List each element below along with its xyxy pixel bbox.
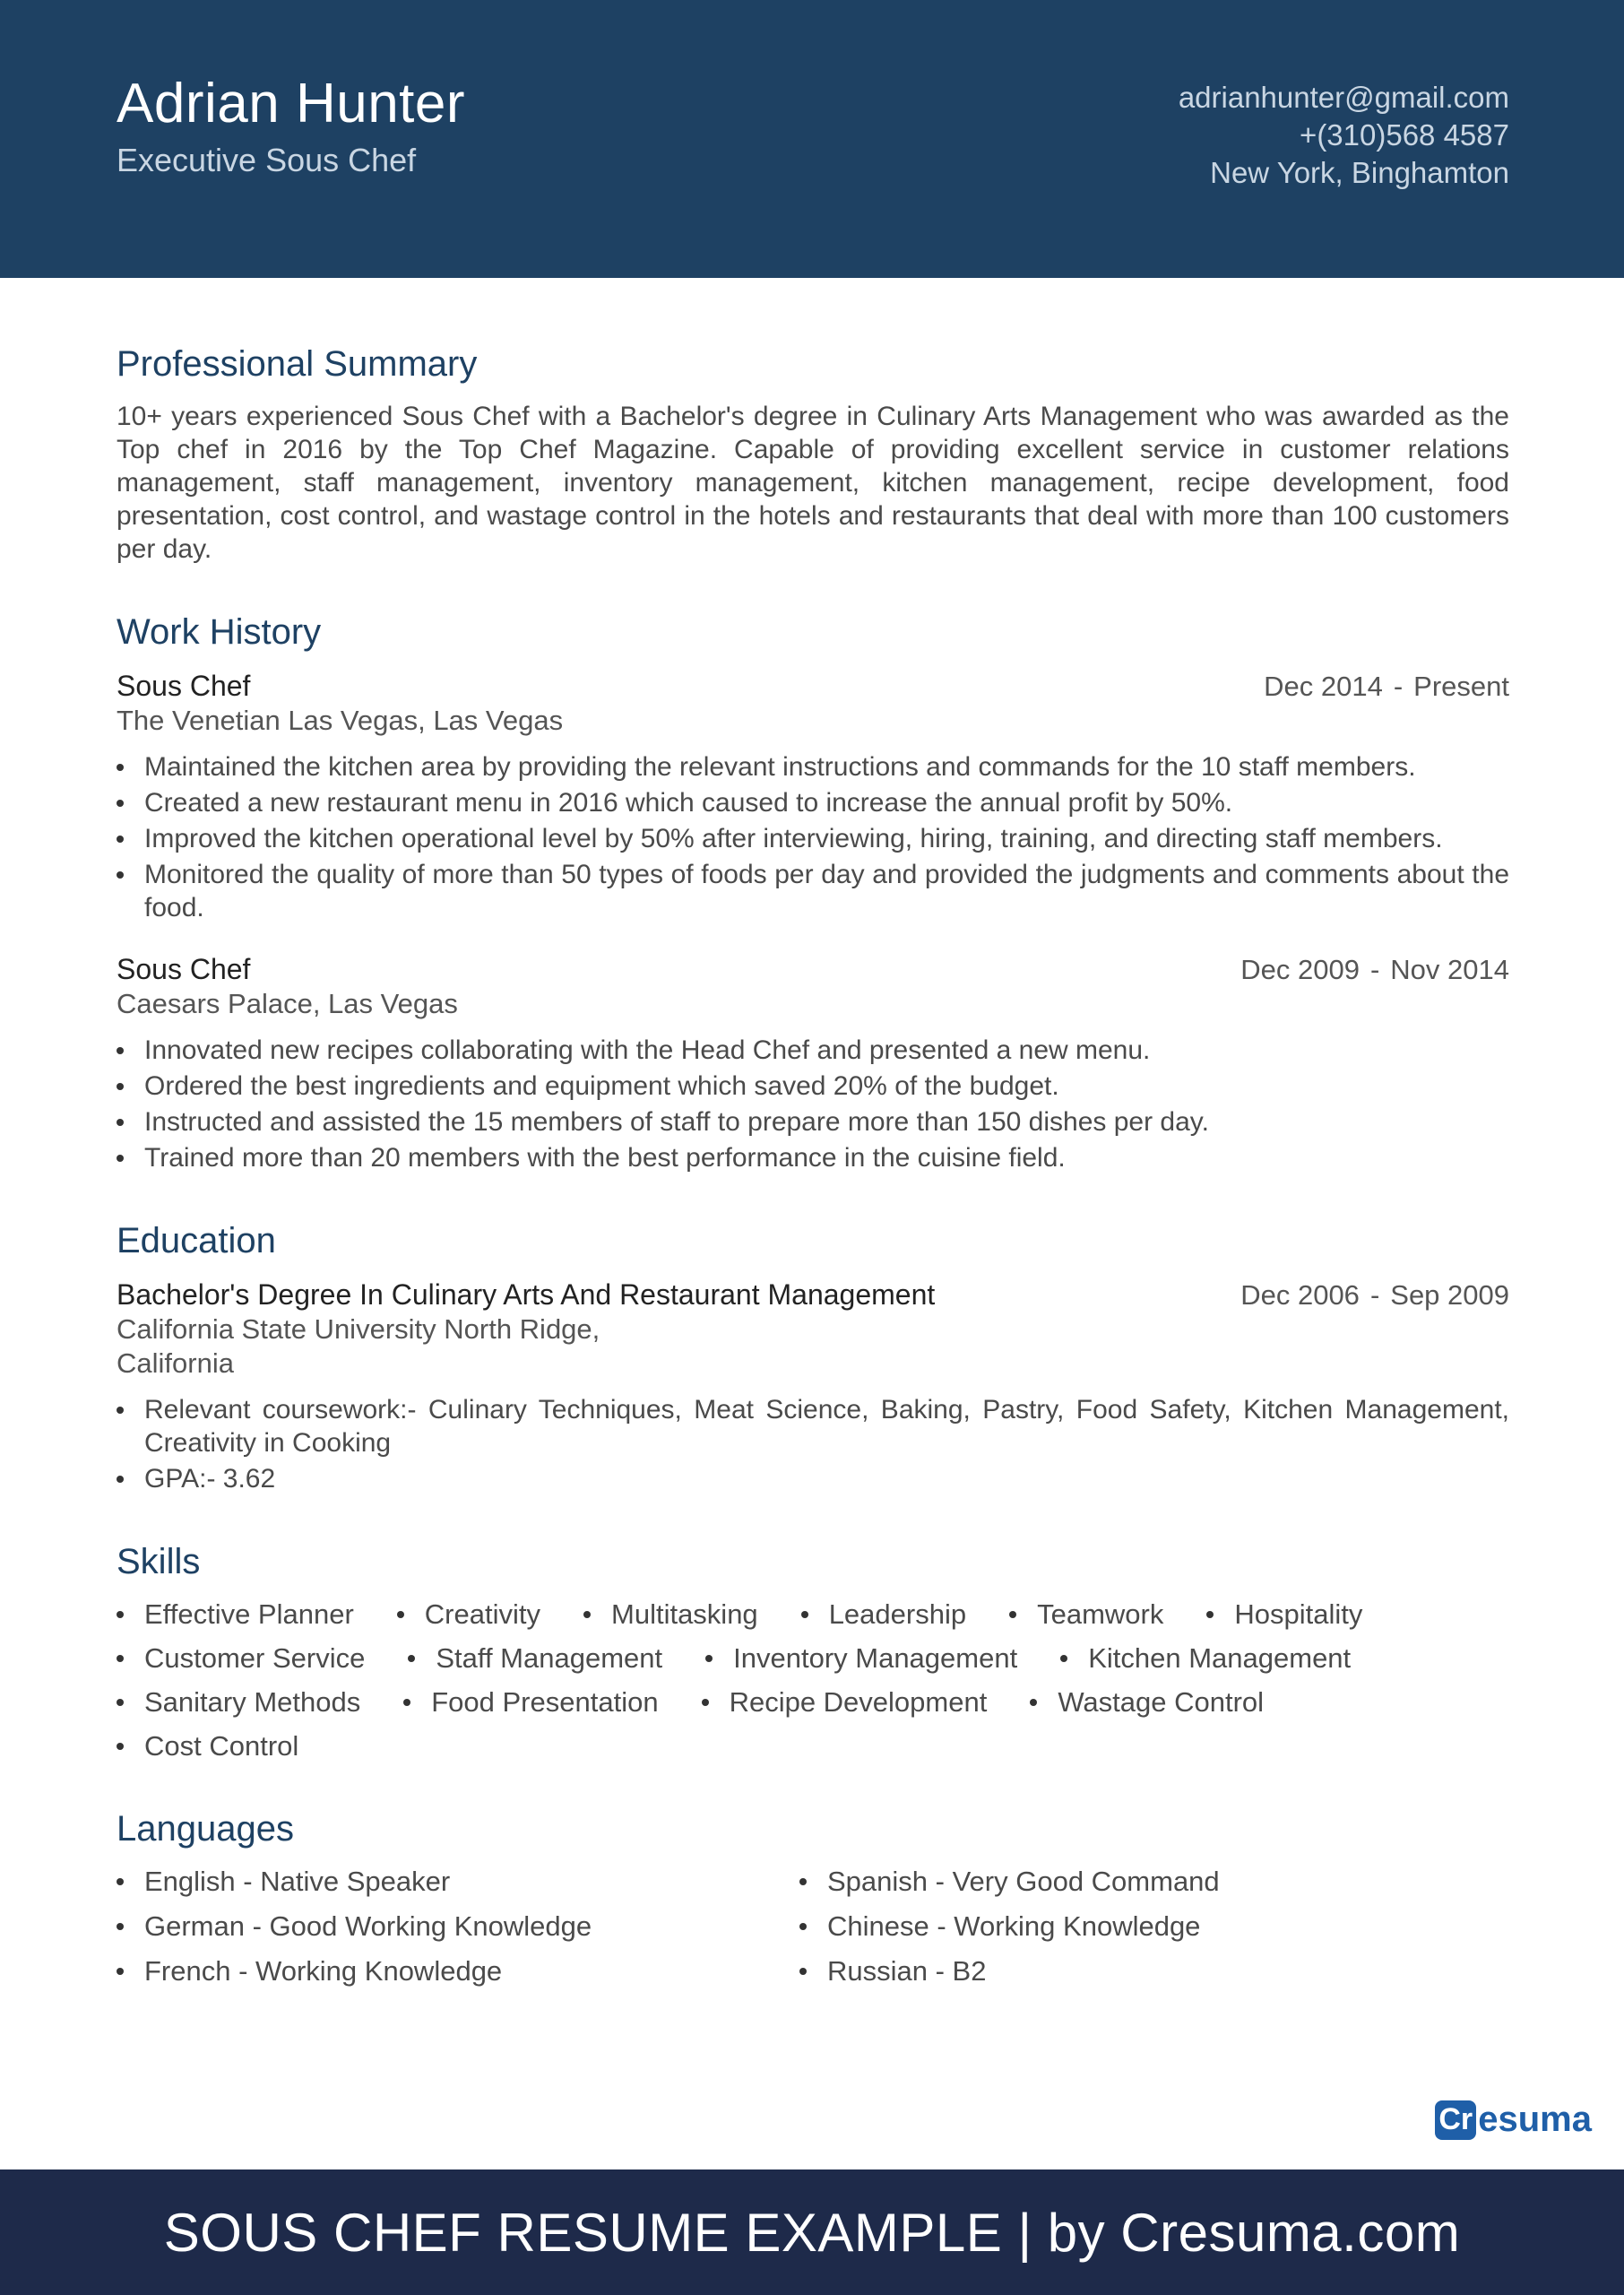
languages-heading: Languages bbox=[117, 1809, 294, 1849]
skill-item: Wastage Control bbox=[1030, 1685, 1264, 1719]
language-item: Chinese - Working Knowledge bbox=[799, 1910, 1482, 1944]
job-bullet: Trained more than 20 members with the best performance in the cuisine field. bbox=[117, 1141, 1509, 1174]
language-item: Spanish - Very Good Command bbox=[799, 1865, 1482, 1899]
degree-name: Bachelor's Degree In Culinary Arts And Restaurant Management bbox=[117, 1278, 936, 1311]
education-bullet: Relevant coursework:- Culinary Techniques, Meat Science, Baking, Pastry, Food Safety, Kitchen Management, Creativity in Cooking bbox=[117, 1393, 1509, 1459]
education-bullet: GPA:- 3.62 bbox=[117, 1462, 1509, 1495]
skill-item: Staff Management bbox=[408, 1641, 662, 1675]
skill-item: Customer Service bbox=[117, 1641, 365, 1675]
job-role: Sous Chef bbox=[117, 953, 251, 985]
skill-row bbox=[117, 1598, 1509, 1631]
resume-header bbox=[0, 0, 1624, 278]
job-bullet: Innovated new recipes collaborating with the Head Chef and presented a new menu. bbox=[117, 1034, 1509, 1067]
education-heading: Education bbox=[117, 1221, 276, 1260]
contact-email[interactable]: adrianhunter@gmail.com bbox=[1178, 81, 1509, 114]
skill-item: Cost Control bbox=[117, 1729, 298, 1762]
skill-item: Recipe Development bbox=[702, 1685, 988, 1719]
education-dates bbox=[1240, 1279, 1509, 1312]
contact-block bbox=[1179, 79, 1509, 192]
date-separator: - bbox=[1369, 1279, 1380, 1311]
job-bullets bbox=[117, 750, 1509, 924]
candidate-title: Executive Sous Chef bbox=[117, 142, 417, 178]
contact-phone[interactable]: +(310)568 4587 bbox=[1300, 118, 1509, 152]
footer-banner bbox=[0, 2169, 1624, 2295]
job-start: Dec 2014 bbox=[1264, 671, 1383, 702]
skill-item: Food Presentation bbox=[403, 1685, 658, 1719]
cresuma-logo-text: esuma bbox=[1478, 2100, 1592, 2139]
skill-item: Kitchen Management bbox=[1060, 1641, 1351, 1675]
school-name: California State University North Ridge, California bbox=[117, 1313, 600, 1379]
job-header bbox=[117, 668, 1509, 704]
summary-text: 10+ years experienced Sous Chef with a Bachelor's degree in Culinary Arts Management who was awarded as the Top chef in 2016 by the Top Chef Magazine. Capable of providing excellent service in customer relations management, staff management, inventory management, kitchen management, recipe development, food presentation, cost control, and wastage control in the hotels and restaurants that deal with more than 100 customers per day. bbox=[117, 402, 1509, 564]
work-history-heading: Work History bbox=[117, 612, 322, 652]
skill-item: Teamwork bbox=[1009, 1598, 1163, 1631]
skill-item: Effective Planner bbox=[117, 1598, 354, 1631]
date-separator: - bbox=[1369, 954, 1380, 985]
job-end: Nov 2014 bbox=[1390, 954, 1509, 985]
job-bullet: Instructed and assisted the 15 members of staff to prepare more than 150 dishes per day. bbox=[117, 1105, 1509, 1139]
candidate-name: Adrian Hunter bbox=[117, 73, 466, 134]
skills-section bbox=[117, 1538, 1509, 1762]
job-bullet: Improved the kitchen operational level by 50% after interviewing, hiring, training, and directing staff members. bbox=[117, 822, 1509, 855]
job-entry bbox=[117, 668, 1509, 924]
job-employer: Caesars Palace, Las Vegas bbox=[117, 988, 458, 1019]
language-item: Russian - B2 bbox=[799, 1954, 1482, 1988]
skill-row bbox=[117, 1729, 1509, 1762]
cresuma-logo-icon: Cr bbox=[1435, 2100, 1476, 2140]
language-item: French - Working Knowledge bbox=[117, 1954, 799, 1988]
job-end: Present bbox=[1413, 671, 1509, 702]
skill-item: Hospitality bbox=[1206, 1598, 1362, 1631]
job-start: Dec 2009 bbox=[1240, 954, 1360, 985]
contact-location: New York, Binghamton bbox=[1210, 156, 1509, 189]
job-bullets bbox=[117, 1034, 1509, 1174]
job-bullet: Created a new restaurant menu in 2016 which caused to increase the annual profit by 50%. bbox=[117, 786, 1509, 819]
education-bullets bbox=[117, 1393, 1509, 1495]
cresuma-logo[interactable] bbox=[1435, 2100, 1592, 2140]
skills-heading: Skills bbox=[117, 1542, 201, 1581]
skill-row bbox=[117, 1685, 1509, 1719]
languages-list bbox=[117, 1865, 1509, 1988]
language-item: German - Good Working Knowledge bbox=[117, 1910, 799, 1944]
languages-section bbox=[117, 1806, 1509, 1988]
job-dates bbox=[1240, 954, 1509, 986]
skill-row bbox=[117, 1641, 1509, 1675]
date-separator: - bbox=[1393, 671, 1404, 702]
skill-item: Creativity bbox=[397, 1598, 540, 1631]
skill-item: Leadership bbox=[801, 1598, 966, 1631]
language-item: English - Native Speaker bbox=[117, 1865, 799, 1899]
job-employer: The Venetian Las Vegas, Las Vegas bbox=[117, 705, 564, 736]
education-entry bbox=[117, 1277, 1509, 1495]
job-role: Sous Chef bbox=[117, 670, 251, 702]
summary-heading: Professional Summary bbox=[117, 344, 478, 384]
skills-list bbox=[117, 1598, 1509, 1762]
job-header bbox=[117, 951, 1509, 987]
resume-body bbox=[117, 341, 1509, 2031]
job-entry bbox=[117, 951, 1509, 1174]
work-history-section bbox=[117, 609, 1509, 1174]
job-bullet: Maintained the kitchen area by providing the relevant instructions and commands for the 10 staff members. bbox=[117, 750, 1509, 784]
job-bullet: Monitored the quality of more than 50 types of foods per day and provided the judgments and comments about the food. bbox=[117, 858, 1509, 924]
job-bullet: Ordered the best ingredients and equipment which saved 20% of the budget. bbox=[117, 1070, 1509, 1103]
skill-item: Inventory Management bbox=[705, 1641, 1017, 1675]
footer-text: SOUS CHEF RESUME EXAMPLE | by Cresuma.com bbox=[163, 2202, 1461, 2263]
skill-item: Multitasking bbox=[583, 1598, 758, 1631]
job-dates bbox=[1264, 671, 1509, 703]
skill-item: Sanitary Methods bbox=[117, 1685, 360, 1719]
education-start: Dec 2006 bbox=[1240, 1279, 1360, 1311]
education-end: Sep 2009 bbox=[1390, 1279, 1509, 1311]
education-header bbox=[117, 1277, 1509, 1312]
education-section bbox=[117, 1217, 1509, 1495]
summary-section bbox=[117, 341, 1509, 566]
